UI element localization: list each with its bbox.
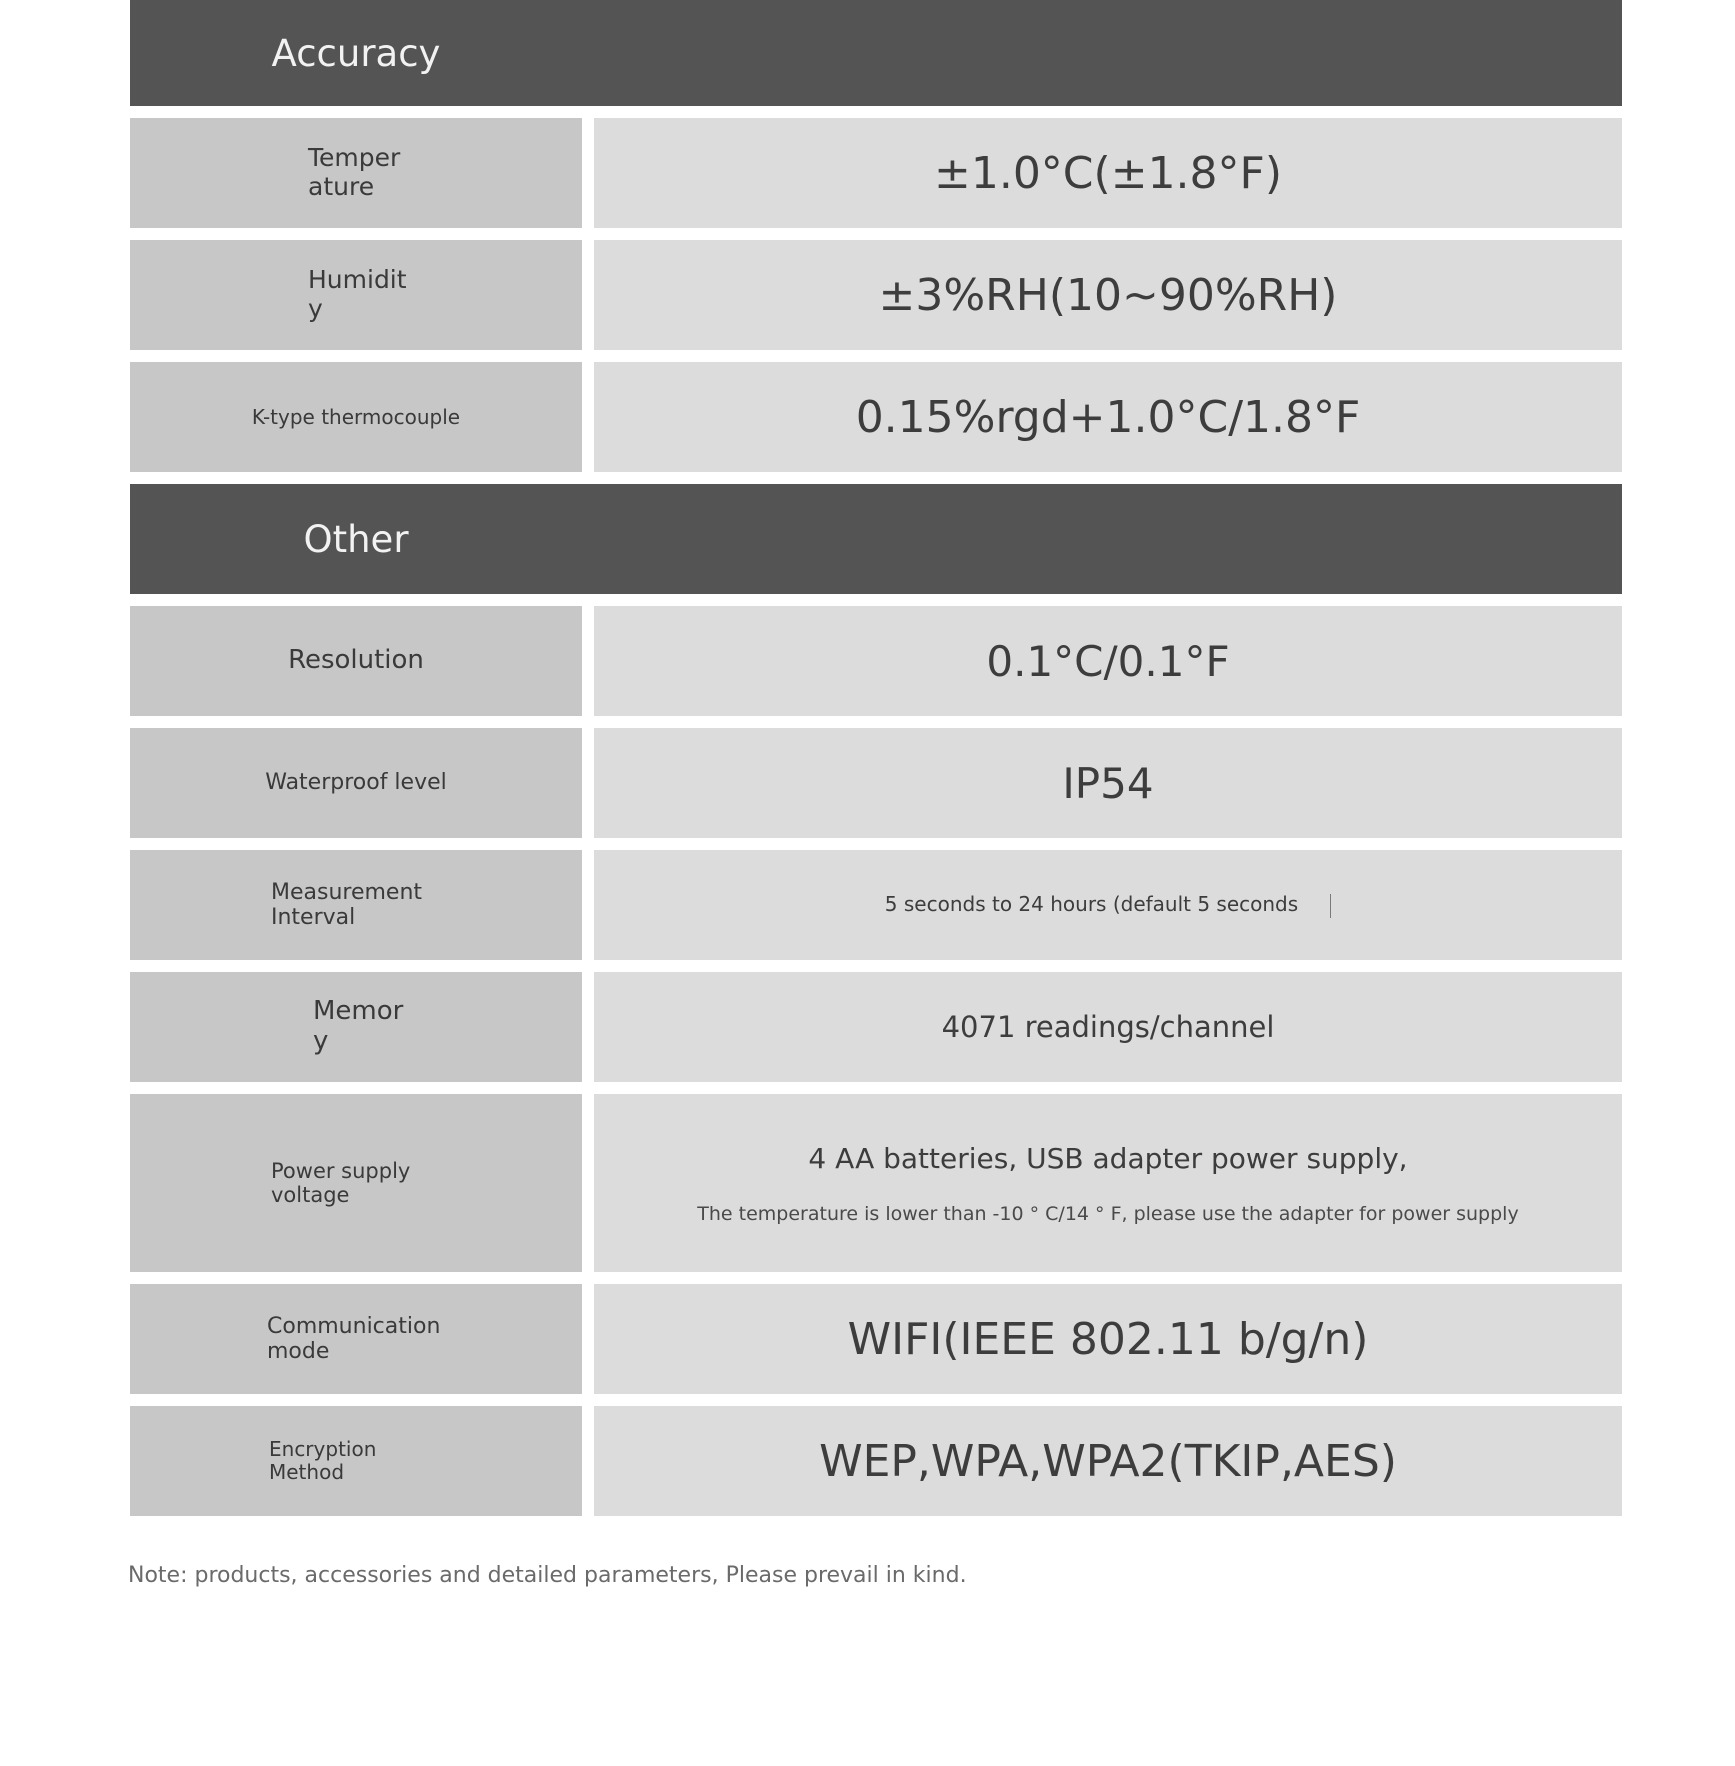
spec-label-cell [130, 1406, 582, 1516]
spec-row-resolution [130, 606, 1622, 716]
spec-label: Humidit y [308, 265, 407, 323]
spec-label: Measurement Interval [271, 879, 423, 930]
spec-value: 4071 readings/channel [941, 1010, 1275, 1044]
spec-label-cell [130, 972, 582, 1082]
spec-value-cell [594, 606, 1622, 716]
spec-table [130, 0, 1622, 1516]
spec-row-power [130, 1094, 1622, 1272]
spec-value-cell [594, 1284, 1622, 1394]
spec-row-humidity [130, 240, 1622, 350]
spec-value-cell [594, 728, 1622, 838]
spec-row-communication [130, 1284, 1622, 1394]
spec-row-temperature [130, 118, 1622, 228]
spec-value-cell [594, 1406, 1622, 1516]
spec-value: 5 seconds to 24 hours (default 5 seconds [884, 892, 1299, 917]
spec-value: WIFI(IEEE 802.11 b/g/n) [847, 1313, 1369, 1365]
spec-label-cell [130, 1284, 582, 1394]
spec-row-memory [130, 972, 1622, 1082]
spec-label: Communication mode [267, 1313, 441, 1364]
spec-label-cell [130, 606, 582, 716]
spec-value-cell [594, 118, 1622, 228]
spec-label-cell [130, 362, 582, 472]
section-title: Other [303, 517, 409, 561]
spec-label-cell [130, 728, 582, 838]
spec-value: IP54 [1062, 758, 1154, 808]
spec-value-line [885, 892, 1331, 918]
spec-value: WEP,WPA,WPA2(TKIP,AES) [819, 1435, 1397, 1487]
spec-label-cell [130, 240, 582, 350]
section-header-accuracy [130, 0, 1622, 106]
spec-label: Encryption Method [269, 1437, 377, 1484]
section-header-other [130, 484, 1622, 594]
spec-value: 0.15%rgd+1.0°C/1.8°F [855, 391, 1361, 443]
spec-value: 4 AA batteries, USB adapter power supply, [808, 1141, 1408, 1175]
spec-value-cell [594, 1094, 1622, 1272]
spec-label: Memor y [313, 996, 404, 1056]
spec-row-interval [130, 850, 1622, 960]
spec-row-encryption [130, 1406, 1622, 1516]
spec-value: ±1.0°C(±1.8°F) [933, 147, 1283, 199]
spec-row-thermocouple [130, 362, 1622, 472]
spec-value: 0.1°C/0.1°F [986, 636, 1230, 686]
spec-value-cell [594, 362, 1622, 472]
spec-label: Temper ature [308, 143, 401, 201]
spec-label: K-type thermocouple [251, 404, 461, 429]
divider-mark [1330, 894, 1331, 918]
spec-row-waterproof [130, 728, 1622, 838]
spec-value-cell [594, 850, 1622, 960]
spec-label: Resolution [288, 645, 424, 676]
spec-label: Power supply voltage [271, 1158, 411, 1207]
spec-value-cell [594, 240, 1622, 350]
spec-label-cell [130, 118, 582, 228]
spec-label-cell [130, 850, 582, 960]
footer-note: Note: products, accessories and detailed parameters, Please prevail in kind. [128, 1563, 967, 1588]
section-title: Accuracy [271, 31, 441, 75]
spec-value-cell [594, 972, 1622, 1082]
spec-value: ±3%RH(10~90%RH) [878, 269, 1338, 321]
spec-label: Waterproof level [265, 770, 447, 796]
spec-subvalue: The temperature is lower than -10 ° C/14 ° F, please use the adapter for power supply [697, 1202, 1519, 1225]
spec-label-cell [130, 1094, 582, 1272]
